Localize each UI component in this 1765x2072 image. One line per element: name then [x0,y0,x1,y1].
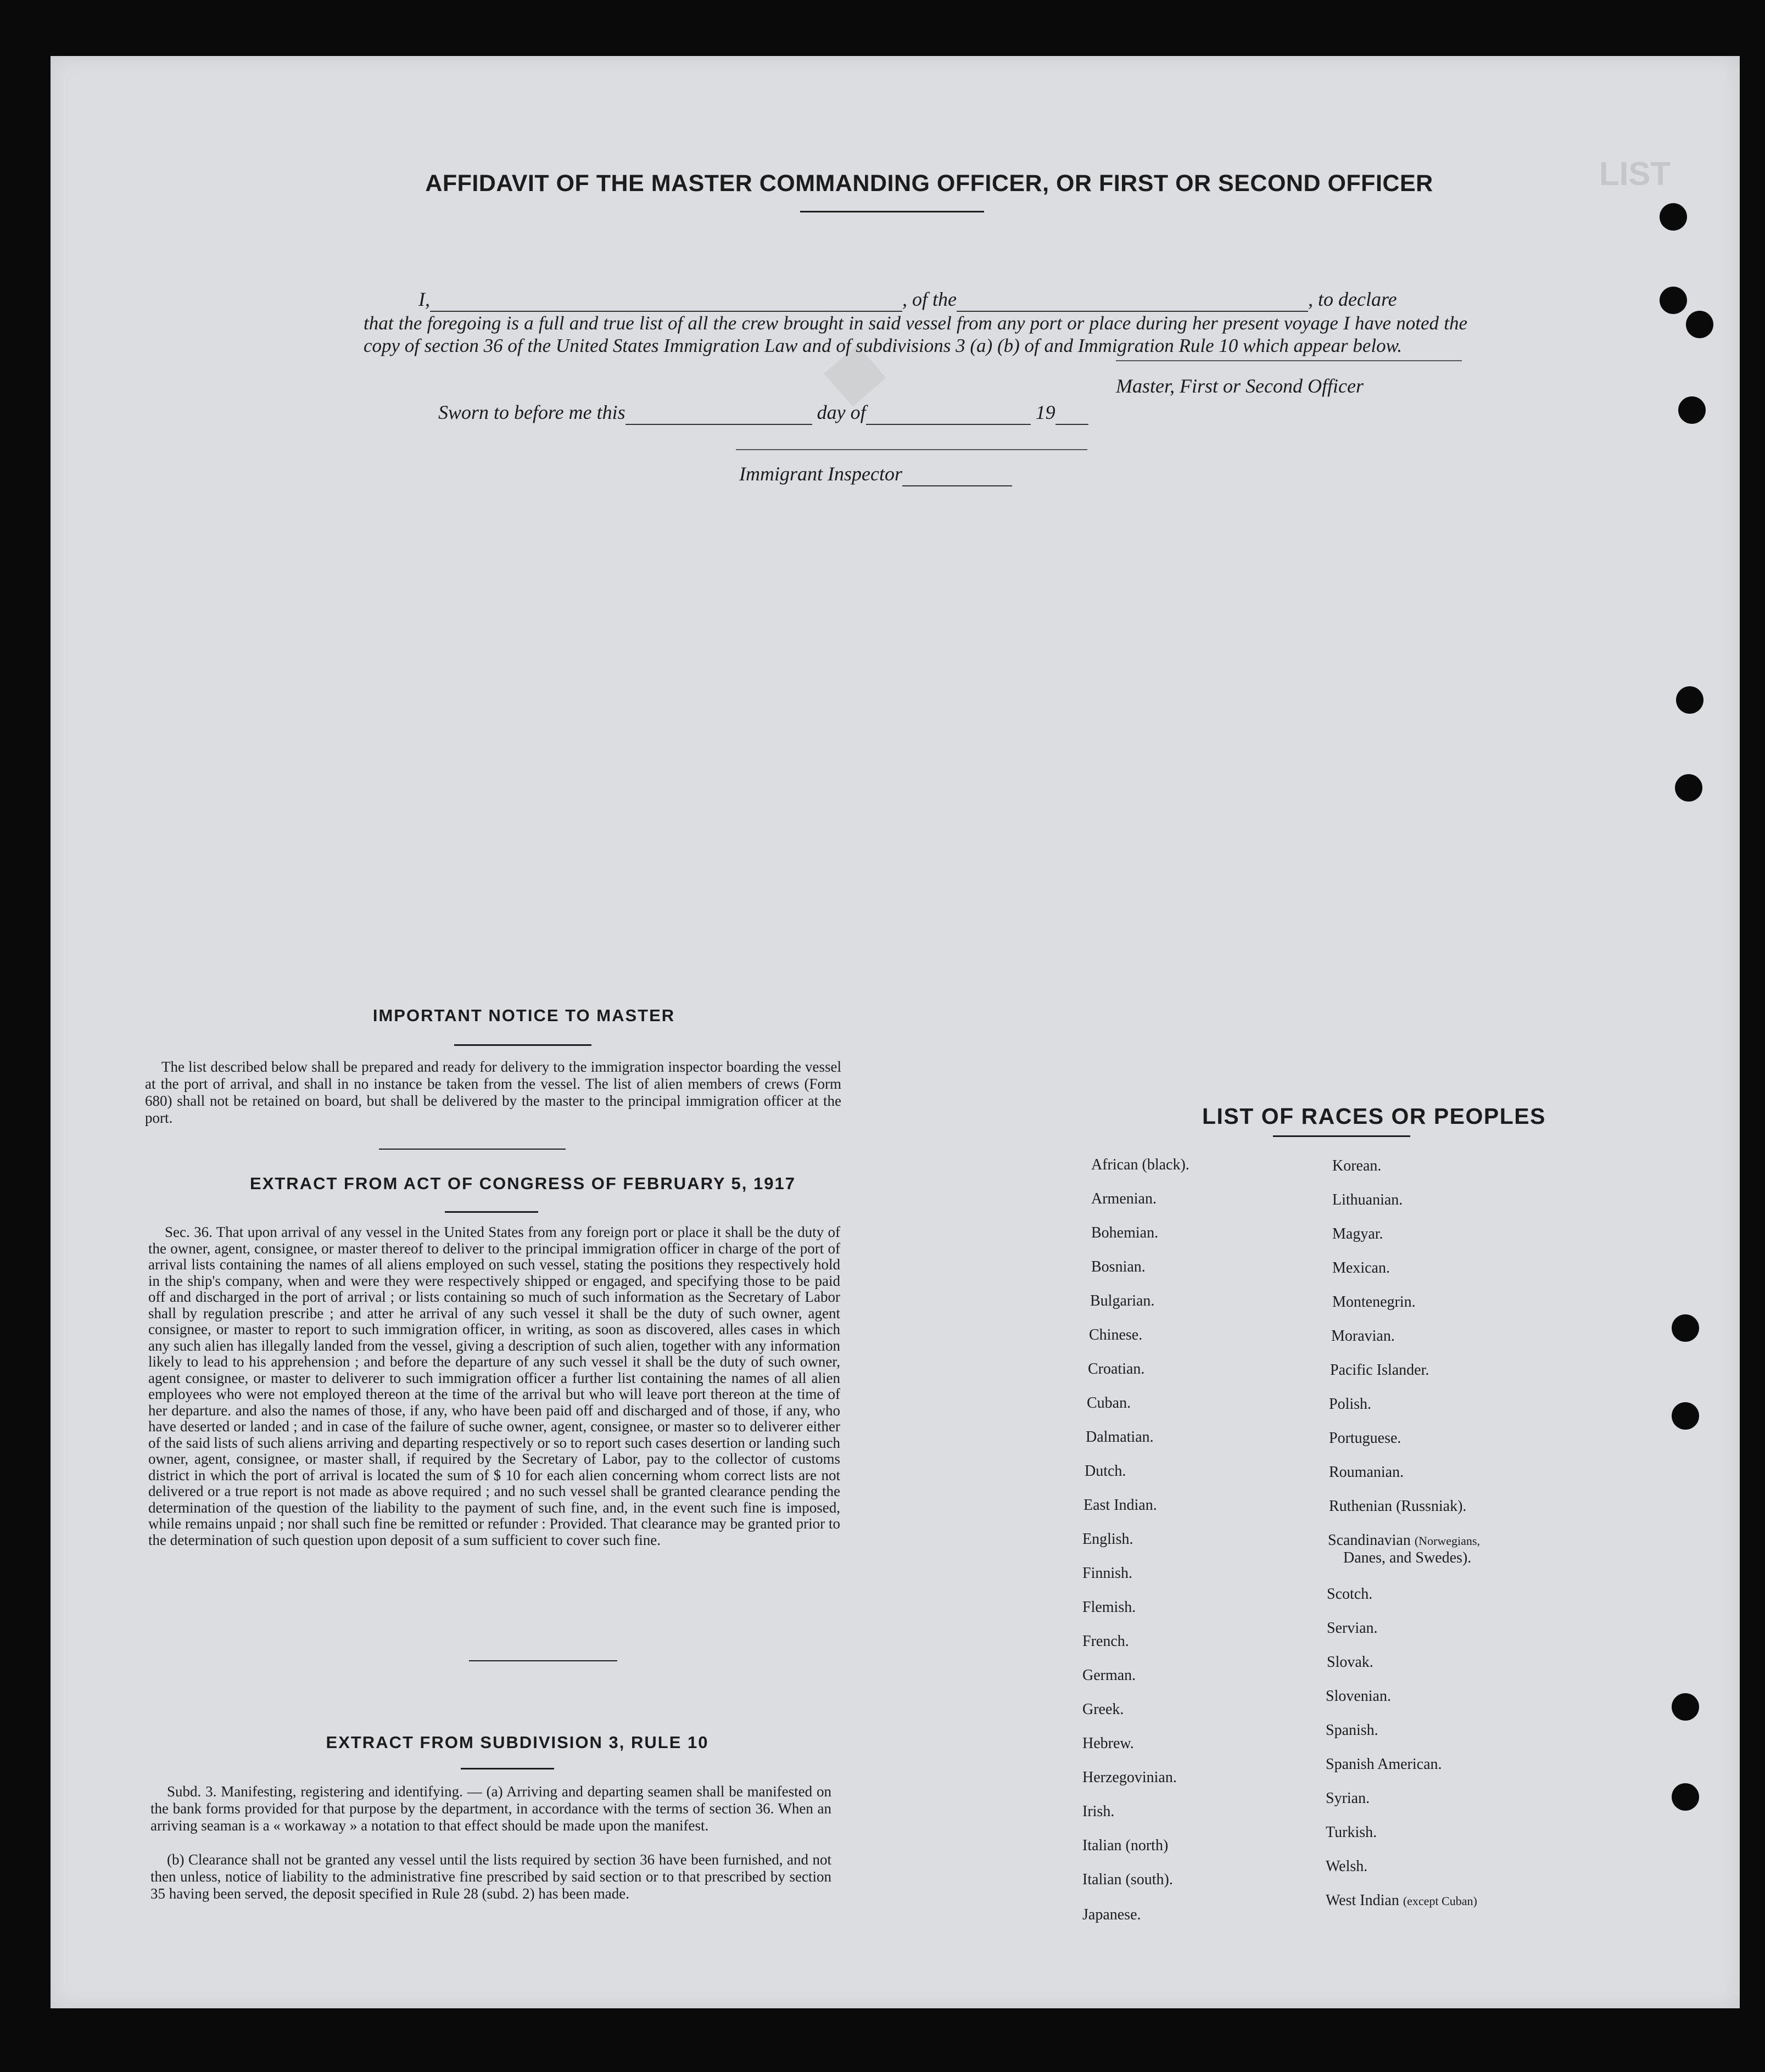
race-item: Cuban. [1087,1395,1131,1412]
year-blank [1055,401,1088,425]
punch-hole [1672,1693,1699,1721]
race-item: French. [1082,1633,1129,1650]
sworn-month-blank [866,401,1031,425]
punch-hole [1660,287,1687,314]
act-extract-title-rule [445,1211,538,1213]
race-item: Welsh. [1326,1858,1368,1875]
rule-extract-para-a: Subd. 3. Manifesting, registering and identifying. — (a) Arriving and departing seamen shall be manifested on the bank forms provided for that purpose by the department, in accordance with the terms of section 36. When an arriving seaman is a « workaway » a notation to that effect should be made upon the manifest. [150,1783,831,1834]
race-item: Greek. [1082,1701,1124,1718]
race-item: Korean. [1332,1157,1382,1174]
race-item: West Indian [1326,1892,1399,1909]
race-item: Armenian. [1091,1190,1157,1207]
year-prefix: 19 [1035,401,1055,423]
race-item: Dutch. [1085,1463,1126,1480]
bleed-through-stamp: ◆ [803,343,893,408]
rule-extract-para-b: (b) Clearance shall not be granted any vessel until the lists required by section 36 have been furnished, and not then unless, notice of liability to the administrative fine prescribed by said section or to that prescribed by section 35 having been served, the deposit specified in Rule 28 (subd. 2) has been made. [150,1851,831,1902]
affidavit-first-line [418,288,1397,312]
race-item: Spanish American. [1326,1756,1442,1773]
affidavit-body: that the foregoing is a full and true list of all the crew brought in said vessel from any port or place during her present voyage I have noted the copy of section 36 of the United States Immigration Law and of subdivisions 3 (a) (b) of and Immigration Rule 10 which appear below. [364,312,1467,356]
race-item: Slovenian. [1326,1688,1391,1705]
notice-title-rule [454,1044,591,1046]
punch-hole [1686,311,1713,338]
race-item: Herzegovinian. [1082,1769,1177,1786]
race-item: Italian (south). [1082,1871,1173,1888]
inspector-line-label [739,462,1012,486]
affidavit-title-rule [800,211,984,212]
race-item: Scandinavian [1328,1532,1411,1549]
race-item: East Indian. [1083,1497,1157,1514]
race-item: Portuguese. [1329,1430,1401,1447]
affidavit-i-label: I, [418,288,430,310]
race-item: Mexican. [1332,1259,1390,1276]
race-item-west-indian [1326,1892,1477,1909]
race-item: Magyar. [1332,1225,1383,1242]
punch-hole [1676,686,1703,714]
act-extract-title: EXTRACT FROM ACT OF CONGRESS OF FEBRUARY 5, 1917 [250,1174,796,1193]
punch-hole [1672,1314,1699,1342]
race-item: Servian. [1327,1620,1378,1637]
act-extract-text: Sec. 36. That upon arrival of any vessel in the United States from any foreign port or place it shall be the duty of the owner, agent, consignee, or master thereof to deliver to the principal immigration officer in charge of the port of arrival lists containing the names of all aliens employed on such vessel, stating the positions they respectively hold in the ship's company, when and were they were respectively shipped or engaged, and specifying those to be paid off and discharged in the port of arrival ; or lists containing so much of such information as the Secretary of Labor shall by regulation prescribe ; and atter he arrival of any such vessel it shall be the duty of such owner, agent consignee, or master to report to such immigration officer, in writing, as soon as discovered, alles cases in which any such alien has illegally landed from the vessel, giving a description of such alien, together with any information likely to lead to his apprehension ; and before the departure of any such vessel it shall be the duty of such owner, agent consignee, or master to deliverer to such immigration officer a further list containing the names of all alien employees who were not employed thereon at the time of the arrival but who will leave port thereon at the time of her departure. and also the names of those, if any, who have been paid off and discharged and of those, if any, who have deserted or landed ; and in case of the failure of suche owner, agent, consignee, or master so to deliverer either of the said lists of such aliens arriving and departing respectively or so to report such cases desertion or landing such owner, agent, consignee, or master shall, if required by the Secretary of Labor, pay to the collector of customs district in which the port of arrival is located the sum of $ 10 for each alien concerning whom correct lists are not delivered or a true report is not made as above required ; and no such vessel shall be granted clearance pending the determination of the question of the liability to the payment of such fine, and, in the event such fine is imposed, while remains unpaid ; nor shall such fine be remitted or refunder : Provided. That clearance may be granted prior to the determination of such question upon deposit of a sum sufficient to cover such fine. [148,1224,840,1548]
day-of-label: day of [817,401,866,423]
race-item: English. [1082,1531,1133,1548]
sworn-label: Sworn to before me this [438,401,625,423]
race-item: African (black). [1091,1156,1189,1173]
punch-hole [1672,1783,1699,1811]
race-item: Montenegrin. [1332,1293,1416,1311]
race-item: Turkish. [1326,1824,1377,1841]
race-item: Moravian. [1331,1328,1395,1345]
race-note: (except Cuban) [1403,1894,1477,1908]
affidavit-title: AFFIDAVIT OF THE MASTER COMMANDING OFFICER, OR FIRST OR SECOND OFFICER [425,170,1433,197]
bleed-through-text: LIST [1599,155,1671,192]
sworn-day-blank [625,401,812,425]
race-item: Irish. [1082,1803,1115,1820]
race-item-scandinavian [1328,1532,1480,1549]
race-item: Lithuanian. [1332,1191,1403,1208]
race-item: Bulgarian. [1090,1292,1155,1309]
affidavit-of-the-label: , of the [902,288,957,310]
race-item: German. [1082,1667,1136,1684]
notice-text: The list described below shall be prepared and ready for delivery to the immigration inspector boarding the vessel at the port of arrival, and shall in no instance be taken from the vessel. The list of alien members of crews (Form 680) shall not be retained on board, but shall be delivered by the master to the principal immigration officer at the port. [145,1059,841,1126]
race-item: Croatian. [1088,1360,1145,1377]
signature-line [1116,360,1462,361]
punch-hole [1675,774,1702,802]
notice-title: IMPORTANT NOTICE TO MASTER [372,1006,675,1025]
race-item: Bohemian. [1091,1224,1159,1241]
notice-separator [379,1149,566,1150]
race-item: Spanish. [1326,1722,1378,1739]
inspector-line [736,449,1087,450]
affidavit-declare-label: , to declare [1308,288,1397,310]
race-item: Italian (north) [1082,1837,1169,1854]
signature-label: Master, First or Second Officer [1116,375,1364,397]
rule-extract-title: EXTRACT FROM SUBDIVISION 3, RULE 10 [326,1733,709,1752]
race-item: Ruthenian (Russniak). [1329,1498,1467,1515]
race-item: Flemish. [1082,1599,1136,1616]
race-item: Scotch. [1327,1586,1373,1603]
punch-hole [1678,396,1706,424]
race-item: Dalmatian. [1086,1429,1154,1446]
race-item: Syrian. [1326,1790,1370,1807]
rule-extract-title-rule [461,1768,554,1769]
race-note: (Norwegians, [1414,1534,1480,1548]
act-extract-end-rule [469,1660,617,1661]
race-note: Danes, and Swedes). [1343,1549,1472,1566]
punch-hole [1660,203,1687,231]
race-item: Bosnian. [1091,1258,1146,1275]
inspector-label: Immigrant Inspector [739,463,902,485]
race-item: Slovak. [1327,1654,1373,1671]
races-title: LIST OF RACES OR PEOPLES [1202,1104,1546,1129]
race-item: Hebrew. [1082,1735,1134,1752]
race-item: Japanese. [1082,1906,1141,1923]
race-item: Pacific Islander. [1330,1362,1429,1379]
document-page [51,56,1740,2008]
race-item: Roumanian. [1329,1464,1404,1481]
race-item: Polish. [1329,1396,1372,1413]
master-name-blank [430,288,902,312]
inspector-blank [902,462,1012,486]
sworn-line [438,401,1088,425]
races-title-rule [1273,1135,1410,1137]
punch-hole [1672,1402,1699,1430]
vessel-name-blank [957,288,1308,312]
race-item: Finnish. [1082,1565,1133,1582]
race-item: Chinese. [1089,1326,1143,1343]
